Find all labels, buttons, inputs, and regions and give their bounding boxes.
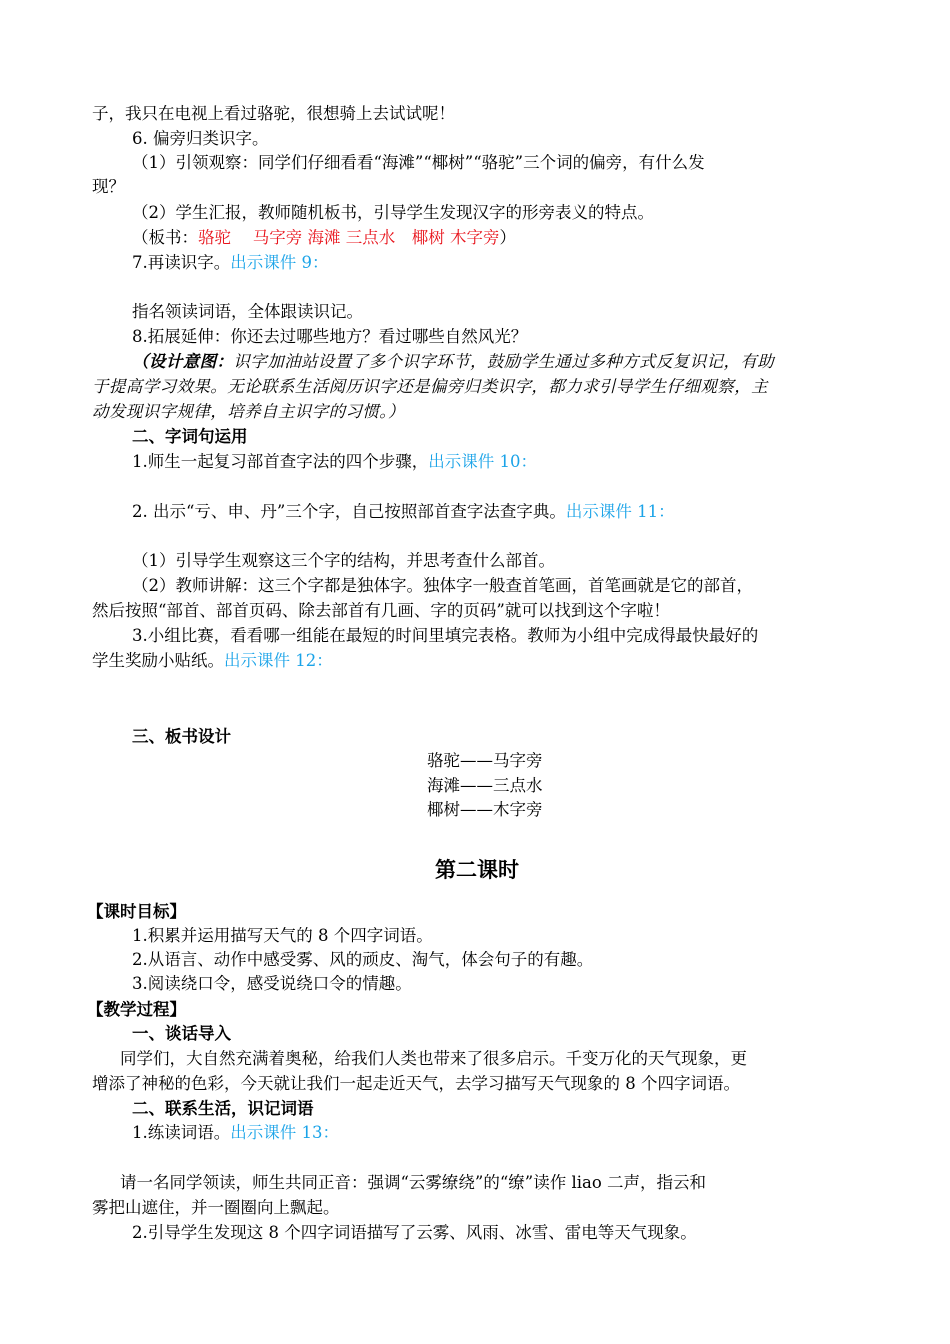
paragraph <box>132 450 537 474</box>
paragraph <box>132 1121 339 1145</box>
section-heading: 二、字词句运用 <box>132 427 248 446</box>
goal-item: 3.阅读绕口令，感受说绕口令的情趣。 <box>132 974 412 993</box>
paragraph-text: 7.再读识字。 <box>132 253 231 272</box>
design-label: （设计意图： <box>132 352 234 371</box>
design-intent-line: 动发现识字规律，培养自主识字的习惯。） <box>92 402 405 421</box>
section-heading: 三、板书设计 <box>132 727 231 746</box>
design-intent <box>132 350 774 374</box>
design-intent-line: 于提高学习效果。无论联系生活阅历识字还是偏旁归类识字，都力求引导学生仔细观察，主 <box>92 377 768 396</box>
board-suffix: ） <box>499 228 516 247</box>
paragraph: 2.引导学生发现这 8 个四字词语描写了云雾、风雨、冰雪、雷电等天气现象。 <box>132 1223 697 1242</box>
paragraph: 子，我只在电视上看过骆驼，很想骑上去试试呢！ <box>92 104 455 123</box>
paragraph: 6. 偏旁归类识字。 <box>132 129 269 148</box>
courseware-link[interactable]: 出示课件 9： <box>230 253 329 272</box>
process-header: 【教学过程】 <box>87 1000 186 1019</box>
paragraph-text: 1.练读词语。 <box>132 1123 231 1142</box>
section-heading: 一、谈话导入 <box>132 1024 231 1043</box>
paragraph: （2）学生汇报，教师随机板书，引导学生发现汉字的形旁表义的特点。 <box>132 203 654 222</box>
paragraph: （1）引导学生观察这三个字的结构，并思考查什么部首。 <box>132 551 555 570</box>
paragraph: 3.小组比赛，看看哪一组能在最短的时间里填完表格。教师为小组中完成得最快最好的 <box>132 626 759 645</box>
courseware-link[interactable]: 出示课件 12： <box>224 651 333 670</box>
goal-item: 2.从语言、动作中感受雾、风的顽皮、淘气，体会句子的有趣。 <box>132 950 594 969</box>
board-design-line: 骆驼——马字旁 <box>427 751 543 770</box>
paragraph <box>92 649 333 673</box>
board-design-line: 椰树——木字旁 <box>427 800 543 819</box>
paragraph-text: 1.师生一起复习部首查字法的四个步骤， <box>132 452 429 471</box>
goal-item: 1.积累并运用描写天气的 8 个四字词语。 <box>132 926 433 945</box>
paragraph: （2）教师讲解：这三个字都是独体字。独体字一般查首笔画，首笔画就是它的部首， <box>132 576 753 595</box>
paragraph: 然后按照“部首、部首页码、除去部首有几画、字的页码”就可以找到这个字啦！ <box>92 601 670 620</box>
paragraph-text: 学生奖励小贴纸。 <box>92 651 224 670</box>
paragraph: 现？ <box>92 177 125 196</box>
board-items: 骆驼 马字旁 海滩 三点水 椰树 木字旁 <box>198 228 500 247</box>
paragraph <box>132 251 329 275</box>
paragraph: 8.拓展延伸：你还去过哪些地方？看过哪些自然风光？ <box>132 327 528 346</box>
paragraph: （1）引领观察：同学们仔细看看“海滩”“椰树”“骆驼”三个词的偏旁，有什么发 <box>132 153 705 172</box>
courseware-link[interactable]: 出示课件 13： <box>230 1123 339 1142</box>
paragraph: 增添了神秘的色彩，今天就让我们一起走近天气，去学习描写天气现象的 8 个四字词语。 <box>92 1074 740 1093</box>
paragraph: 雾把山遮住，并一圈圈向上飘起。 <box>92 1198 340 1217</box>
paragraph: 指名领读词语，全体跟读识记。 <box>132 302 363 321</box>
board-design-line: 海滩——三点水 <box>427 776 543 795</box>
courseware-link[interactable]: 出示课件 11： <box>565 502 675 521</box>
paragraph: 同学们，大自然充满着奥秘，给我们人类也带来了很多启示。千变万化的天气现象，更 <box>120 1049 747 1068</box>
goals-header: 【课时目标】 <box>87 902 186 921</box>
paragraph <box>132 500 675 524</box>
section-heading: 二、联系生活，识记词语 <box>132 1099 314 1118</box>
board-prefix: （板书： <box>132 228 198 247</box>
design-text: 识字加油站设置了多个识字环节，鼓励学生通过多种方式反复识记，有助 <box>233 352 775 371</box>
courseware-link[interactable]: 出示课件 10： <box>428 452 537 471</box>
paragraph-text: 2. 出示“亏、申、丹”三个字，自己按照部首查字法查字典。 <box>132 502 566 521</box>
paragraph: 请一名同学领读，师生共同正音：强调“云雾缭绕”的“缭”读作 liao 二声，指云和 <box>120 1173 707 1192</box>
lesson-title: 第二课时 <box>435 858 519 882</box>
board-note <box>132 226 516 250</box>
